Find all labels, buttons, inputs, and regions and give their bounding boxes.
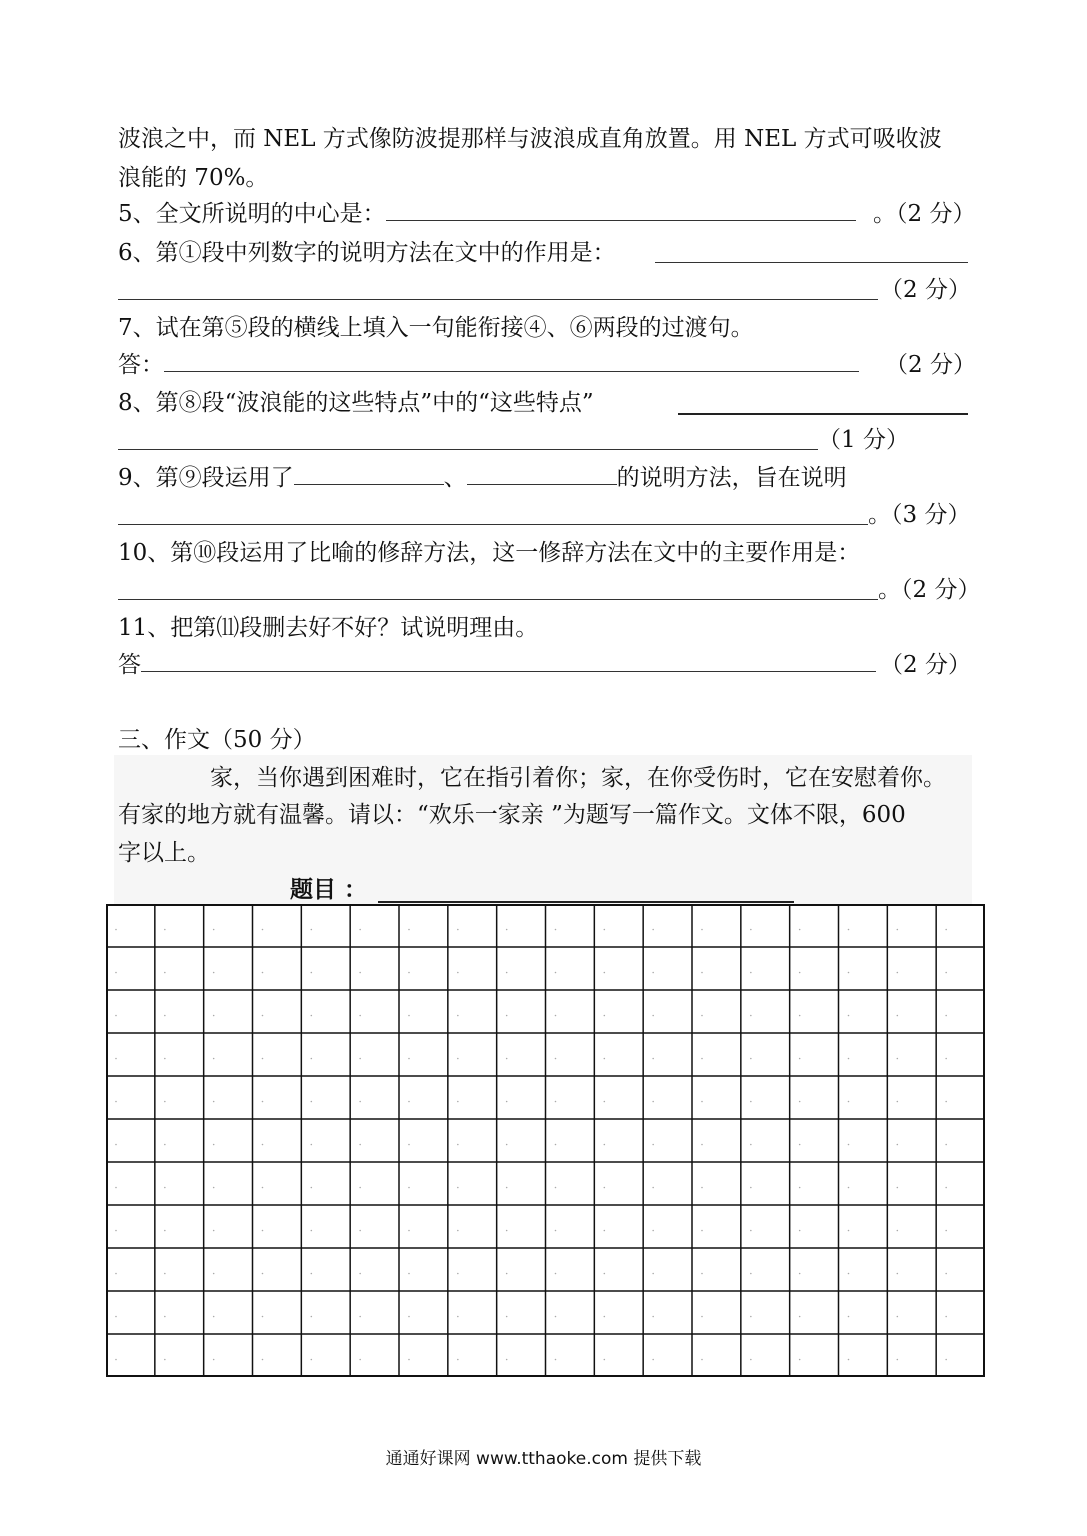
grid-cell-dot [457,929,459,931]
question-8-score: （1 分） [818,427,909,453]
grid-cell-dot [408,1316,410,1318]
question-10-score: 。（2 分） [878,577,981,603]
grid-cell-dot [262,1058,264,1060]
grid-cell-dot [115,1316,117,1318]
grid-cell-dot [848,1316,850,1318]
question-9 [118,460,847,496]
grid-cell-dot [311,1144,313,1146]
grid-cell-dot [799,1015,801,1017]
answer-blank-7[interactable] [164,349,859,372]
grid-cell-dot [799,1101,801,1103]
answer-blank-10[interactable] [118,577,878,600]
grid-cell-dot [799,929,801,931]
grid-cell-dot [311,1359,313,1361]
grid-cell-dot [408,1144,410,1146]
grid-cell-dot [115,1101,117,1103]
grid-cell-dot [750,929,752,931]
question-11-answer-label: 答 [118,652,141,678]
grid-cell-dot [115,972,117,974]
grid-cell-dot [604,1058,606,1060]
answer-blank-8a[interactable] [678,391,968,415]
grid-cell-dot [457,1316,459,1318]
answer-blank-6b[interactable] [118,277,878,300]
grid-cell-dot [750,1273,752,1275]
grid-cell-dot [897,1359,899,1361]
grid-cell-dot [897,1230,899,1232]
grid-cell-dot [652,1230,654,1232]
grid-cell-dot [848,1187,850,1189]
grid-cell-dot [164,1230,166,1232]
grid-cell-dot [115,1015,117,1017]
grid-cell-dot [457,1273,459,1275]
grid-cell-dot [701,1273,703,1275]
grid-cell-dot [457,1058,459,1060]
grid-cell-dot [457,1187,459,1189]
grid-cell-dot [555,929,557,931]
grid-cell-dot [506,1273,508,1275]
writing-grid[interactable] [106,904,985,1377]
grid-cell-dot [897,1015,899,1017]
grid-cell-dot [408,1015,410,1017]
grid-cell-dot [213,1316,215,1318]
grid-cell-dot [311,1187,313,1189]
grid-cell-dot [359,1230,361,1232]
grid-cell-dot [115,1273,117,1275]
grid-cell-dot [311,1015,313,1017]
grid-cell-dot [359,1101,361,1103]
grid-cell-dot [262,1230,264,1232]
question-11-score: （2 分） [880,652,971,678]
grid-cell-dot [359,1187,361,1189]
grid-cell-dot [799,1144,801,1146]
grid-cell-dot [213,1187,215,1189]
grid-cell-dot [750,1359,752,1361]
grid-cell-dot [799,1187,801,1189]
grid-cell-dot [311,1316,313,1318]
grid-cell-dot [457,1015,459,1017]
grid-cell-dot [652,1187,654,1189]
grid-cell-dot [945,929,947,931]
grid-cell-dot [262,1316,264,1318]
grid-cell-dot [799,1273,801,1275]
grid-cell-dot [652,1273,654,1275]
grid-cell-dot [213,1058,215,1060]
grid-cell-dot [701,1015,703,1017]
grid-cell-dot [848,1101,850,1103]
grid-cell-dot [262,1015,264,1017]
essay-title-label: 题目 ： [290,877,368,903]
grid-cell-dot [945,1101,947,1103]
grid-cell-dot [604,1101,606,1103]
grid-cell-dot [555,1359,557,1361]
question-9-score: 。（3 分） [868,502,971,528]
grid-cell-dot [555,1101,557,1103]
grid-cell-dot [408,1187,410,1189]
question-7-answer [118,347,859,383]
grid-cell-dot [213,1273,215,1275]
grid-cell-dot [408,972,410,974]
grid-cell-dot [945,1273,947,1275]
grid-cell-dot [262,1101,264,1103]
grid-cell-dot [945,1230,947,1232]
grid-cell-dot [408,1359,410,1361]
grid-cell-dot [604,1187,606,1189]
grid-cell-dot [945,1316,947,1318]
grid-cell-dot [604,1273,606,1275]
grid-cell-dot [164,1359,166,1361]
grid-cell-dot [115,929,117,931]
question-5 [118,196,856,232]
grid-cell-dot [604,1359,606,1361]
grid-cell-dot [115,1359,117,1361]
grid-cell-dot [701,1187,703,1189]
grid-cell-dot [408,1101,410,1103]
grid-cell-dot [750,1015,752,1017]
essay-prompt-line-3: 字以上。 [118,840,210,866]
grid-cell-dot [897,1187,899,1189]
grid-cell-dot [408,1230,410,1232]
answer-blank-9b[interactable] [467,462,617,485]
question-9-text-b: 的说明方法，旨在说明 [616,465,847,491]
grid-cell-dot [652,1015,654,1017]
grid-cell-dot [750,1187,752,1189]
grid-cell-dot [848,1015,850,1017]
grid-cell-dot [555,1230,557,1232]
grid-cell-dot [848,929,850,931]
grid-cell-dot [506,1316,508,1318]
grid-cell-dot [115,1187,117,1189]
grid-cell-dot [115,1144,117,1146]
grid-cell-dot [652,1101,654,1103]
grid-cell-dot [213,929,215,931]
grid-cell-dot [408,929,410,931]
grid-cell-dot [848,1273,850,1275]
grid-cell-dot [359,1359,361,1361]
grid-cell-dot [555,1316,557,1318]
grid-cell-dot [945,1359,947,1361]
question-5-text: 5、全文所说明的中心是： [118,201,386,227]
grid-cell-dot [506,1144,508,1146]
grid-cell-dot [262,1359,264,1361]
grid-cell-dot [555,1273,557,1275]
grid-cell-dot [213,1359,215,1361]
grid-cell-dot [604,1230,606,1232]
grid-cell-dot [701,1058,703,1060]
grid-cell-dot [604,1144,606,1146]
grid-cell-dot [457,1144,459,1146]
grid-cell-dot [506,1359,508,1361]
grid-cell-dot [604,972,606,974]
grid-cell-dot [506,972,508,974]
grid-cell-dot [799,1316,801,1318]
grid-cell-dot [652,1316,654,1318]
grid-cell-dot [164,1015,166,1017]
grid-cell-dot [555,1058,557,1060]
grid-cell-dot [164,1144,166,1146]
grid-cell-dot [457,1230,459,1232]
grid-cell-dot [408,1058,410,1060]
grid-cell-dot [506,1015,508,1017]
grid-cell-dot [652,929,654,931]
grid-cell-dot [897,1273,899,1275]
grid-cell-dot [750,1230,752,1232]
grid-cell-dot [848,1058,850,1060]
question-6-text: 6、第①段中列数字的说明方法在文中的作用是： [118,240,616,266]
grid-cell-dot [652,1058,654,1060]
answer-blank-11[interactable] [141,649,876,672]
grid-cell-dot [262,1187,264,1189]
question-7-score: （2 分） [885,352,976,378]
grid-cell-dot [750,1144,752,1146]
grid-cell-dot [359,1058,361,1060]
essay-prompt-line-2: 有家的地方就有温馨。请以：“欢乐一家亲 ”为题写一篇作文。文体不限，600 [118,802,906,828]
question-11: 11、把第⑾段删去好不好？试说明理由。 [118,615,539,641]
grid-cell-dot [164,1101,166,1103]
grid-cell-dot [897,929,899,931]
grid-cell-dot [555,972,557,974]
grid-cell-dot [359,972,361,974]
grid-cell-dot [164,1273,166,1275]
grid-cell-dot [164,1316,166,1318]
answer-blank-9c[interactable] [118,502,868,525]
grid-cell-dot [213,972,215,974]
grid-cell-dot [799,1058,801,1060]
passage-line-2: 浪能的 70%。 [118,165,269,191]
grid-cell-dot [750,972,752,974]
grid-cell-dot [750,1058,752,1060]
grid-cell-dot [359,1015,361,1017]
grid-cell-dot [750,1316,752,1318]
grid-cell-dot [213,1230,215,1232]
grid-cell-dot [897,972,899,974]
grid-cell-dot [311,929,313,931]
grid-cell-dot [213,1015,215,1017]
answer-blank-6a[interactable] [655,240,968,263]
question-10: 10、第⑩段运用了比喻的修辞方法，这一修辞方法在文中的主要作用是： [118,540,861,566]
answer-blank-8b[interactable] [118,427,818,450]
grid-cell-dot [359,929,361,931]
grid-cell-dot [652,972,654,974]
grid-cell-dot [555,1144,557,1146]
grid-cell-dot [848,1144,850,1146]
grid-cell-dot [359,1316,361,1318]
grid-cell-dot [213,1101,215,1103]
grid-cell-dot [457,972,459,974]
question-8 [118,385,594,421]
grid-cell-dot [897,1316,899,1318]
grid-cell-dot [848,1359,850,1361]
essay-heading: 三、作文（50 分） [118,727,316,753]
grid-cell-dot [506,929,508,931]
question-5-score: 。（2 分） [873,201,976,227]
grid-cell-dot [506,1101,508,1103]
grid-cell-dot [701,1144,703,1146]
grid-cell-dot [311,972,313,974]
grid-cell-dot [848,1230,850,1232]
grid-cell-dot [652,1144,654,1146]
grid-cell-dot [555,1187,557,1189]
grid-cell-dot [359,1144,361,1146]
grid-cell-dot [164,1187,166,1189]
grid-cell-dot [604,929,606,931]
question-8-text: 8、第⑧段“波浪能的这些特点”中的“这些特点” [118,390,594,416]
grid-cell-dot [945,1058,947,1060]
grid-cell-dot [945,972,947,974]
question-11-answer [118,647,876,683]
grid-cell-dot [799,972,801,974]
essay-prompt-line-1: 家，当你遇到困难时，它在指引着你；家，在你受伤时，它在安慰着你。 [210,765,946,791]
passage-line-1: 波浪之中，而 NEL 方式像防波提那样与波浪成直角放置。用 NEL 方式可吸收波 [118,126,942,152]
grid-cell-dot [701,1359,703,1361]
grid-cell-dot [701,1101,703,1103]
grid-cell-dot [701,1316,703,1318]
grid-cell-dot [701,929,703,931]
grid-cell-dot [262,1273,264,1275]
grid-cell-dot [652,1359,654,1361]
question-9-text-a: 9、第⑨段运用了 [118,465,294,491]
answer-blank-5[interactable] [386,198,856,221]
grid-cell-dot [311,1101,313,1103]
grid-cell-dot [945,1015,947,1017]
question-6 [118,235,616,271]
grid-cell-dot [311,1230,313,1232]
question-7-answer-label: 答： [118,352,164,378]
grid-cell-dot [604,1015,606,1017]
grid-cell-dot [897,1058,899,1060]
grid-cell-dot [506,1058,508,1060]
grid-cell-dot [311,1058,313,1060]
grid-cell-dot [408,1273,410,1275]
grid-cell-dot [506,1230,508,1232]
grid-cell-dot [750,1101,752,1103]
grid-cell-dot [457,1101,459,1103]
grid-cell-dot [897,1101,899,1103]
grid-cell-dot [604,1316,606,1318]
grid-cell-dot [164,1058,166,1060]
grid-cell-dot [848,972,850,974]
footer-text: 通通好课网 www.tthaoke.com 提供下载 [385,1449,702,1469]
grid-cell-dot [701,972,703,974]
essay-title-input[interactable] [378,901,794,903]
grid-cell-dot [945,1187,947,1189]
grid-cell-dot [799,1359,801,1361]
question-9-sep: 、 [443,465,467,491]
question-6-score: （2 分） [880,277,971,303]
grid-cell-dot [457,1359,459,1361]
grid-cell-dot [164,929,166,931]
grid-cell-dot [262,1144,264,1146]
grid-cell-dot [506,1187,508,1189]
grid-cell-dot [262,929,264,931]
grid-cell-dot [359,1273,361,1275]
grid-cell-dot [262,972,264,974]
grid-cell-dot [897,1144,899,1146]
question-7: 7、试在第⑤段的横线上填入一句能衔接④、⑥两段的过渡句。 [118,315,754,341]
grid-cell-dot [115,1230,117,1232]
grid-cell-dot [115,1058,117,1060]
grid-cell-dot [799,1230,801,1232]
grid-cell-dot [213,1144,215,1146]
grid-cell-dot [311,1273,313,1275]
grid-cell-dot [701,1230,703,1232]
grid-cell-dot [945,1144,947,1146]
grid-cell-dot [555,1015,557,1017]
answer-blank-9a[interactable] [294,462,444,485]
grid-cell-dot [164,972,166,974]
